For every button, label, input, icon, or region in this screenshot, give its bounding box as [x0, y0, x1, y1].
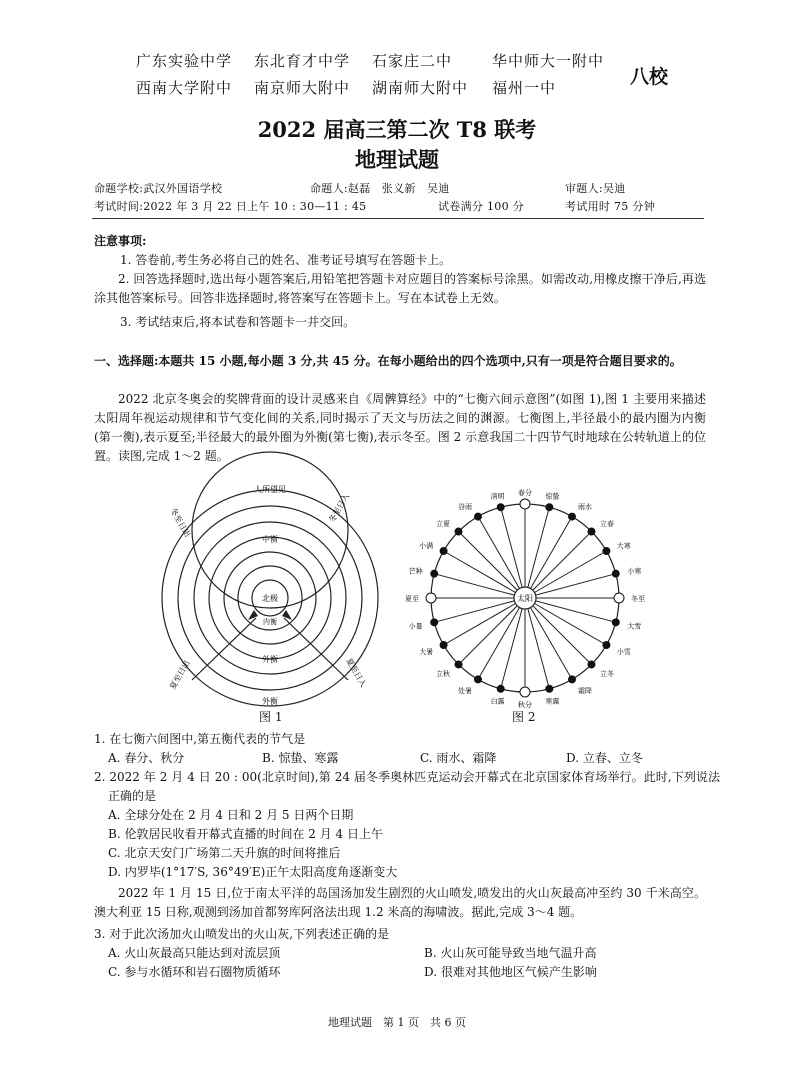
- earth-position-dot: [520, 687, 530, 697]
- solar-term-label: 处暑: [458, 686, 472, 695]
- notice-item: 3. 考试结束后,将本试卷和答题卡一并交回。: [120, 315, 356, 329]
- meta-duration: 考试用时 75 分钟: [565, 200, 655, 213]
- solar-term-label: 冬至: [631, 595, 645, 603]
- orbit-spoke: [525, 532, 591, 598]
- earth-position-dot: [475, 513, 482, 520]
- section-intro: 2022 北京冬奥会的奖牌背面的设计灵感来自《周髀算经》中的“七衡六间示意图”(如图 1),图 1 主要用来描述太阳周年视运动规律和节气变化间的关系,同时揭示了天文与历法之间的渊源。七衡图上,半径最小的最内圈为内衡(第一衡),表示夏至;半径最大的最外圈为外衡(第七衡),表示冬至。图 2 示意我国二十四节气时地球在公转轨道上的位置。读图,完成 1～2 题。: [94, 392, 706, 463]
- school-name: 福州一中: [492, 79, 557, 97]
- section-heading: 一、选择题:本题共 15 小题,每小题 3 分,共 45 分。在每小题给出的四个选项中,只有一项是符合题目要求的。: [94, 354, 682, 368]
- meta-time: 考试时间:2022 年 3 月 22 日上午 10 : 30—11 : 45: [94, 200, 367, 213]
- subject-title: 地理试题: [355, 147, 439, 172]
- answer-option[interactable]: B. 伦敦居民收看开幕式直播的时间在 2 月 4 日上午: [108, 827, 383, 841]
- earth-position-dot: [546, 504, 553, 511]
- question-stem: 2. 2022 年 2 月 4 日 20 : 00(北京时间),第 24 届冬季奥林匹克运动会开幕式在北京国家体育场举行。此时,下列说法正确的是: [94, 770, 720, 803]
- question-stem: 3. 对于此次汤加火山喷发出的火山灰,下列表述正确的是: [94, 927, 390, 941]
- solar-term-label: 芒种: [408, 567, 423, 576]
- orbit-spoke: [478, 598, 525, 679]
- solar-term-label: 大雪: [627, 622, 642, 631]
- earth-position-dot: [497, 504, 504, 511]
- orbit-spoke: [525, 598, 606, 645]
- fig1-label-bl: 夏至日出: [167, 658, 192, 691]
- solar-term-label: 小雪: [616, 648, 631, 656]
- fig1-label-br: 夏至日入: [344, 656, 369, 689]
- figure-1-caption: 图 1: [259, 710, 283, 724]
- earth-position-dot: [614, 593, 624, 603]
- orbit-spoke: [501, 598, 525, 689]
- fig1-label-mid: 中衡: [262, 535, 278, 544]
- figure-1-diagram: [160, 470, 400, 710]
- sun-label: 太阳: [517, 594, 533, 603]
- meta-reviewer: 审题人:吴迪: [565, 182, 626, 195]
- answer-option[interactable]: A. 春分、秋分: [108, 751, 185, 765]
- answer-option[interactable]: A. 全球分处在 2 月 4 日和 2 月 5 日两个日期: [108, 808, 354, 822]
- school-name: 广东实验中学: [136, 52, 233, 70]
- earth-position-dot: [603, 642, 610, 649]
- view-circle: [192, 452, 348, 608]
- solar-term-label: 寒露: [545, 697, 560, 706]
- school-name: 华中师大一附中: [492, 52, 605, 70]
- orbit-spoke: [444, 598, 525, 645]
- earth-position-dot: [520, 499, 530, 509]
- orbit-spoke: [444, 551, 525, 598]
- arrow-head-icon: [248, 610, 258, 620]
- orbit-spoke: [501, 507, 525, 598]
- school-name: 湖南师大附中: [372, 79, 469, 97]
- earth-position-dot: [588, 661, 595, 668]
- solar-term-label: 立夏: [436, 520, 451, 529]
- orbit-spoke: [525, 574, 616, 598]
- meta-school: 命题学校:武汉外国语学校: [94, 182, 223, 195]
- solar-term-label: 白露: [490, 697, 505, 706]
- earth-position-dot: [603, 548, 610, 555]
- notice-heading: 注意事项:: [94, 234, 147, 248]
- answer-option[interactable]: C. 雨水、霜降: [420, 751, 497, 765]
- earth-position-dot: [569, 513, 576, 520]
- earth-position-dot: [455, 661, 462, 668]
- orbit-spoke: [525, 517, 572, 598]
- school-name: 石家庄二中: [372, 52, 453, 70]
- answer-option[interactable]: A. 火山灰最高只能达到对流层顶: [108, 946, 281, 960]
- solar-term-label: 小寒: [627, 567, 642, 576]
- page-title: 2022 届高三第二次 T8 联考: [257, 117, 537, 142]
- earth-position-dot: [431, 619, 438, 626]
- orbit-spoke: [525, 598, 572, 679]
- orbit-spoke: [525, 598, 616, 622]
- orbit-spoke: [525, 598, 549, 689]
- answer-option[interactable]: D. 立春、立冬: [566, 751, 643, 765]
- solar-term-label: 立秋: [436, 669, 451, 678]
- header-divider: [92, 218, 704, 219]
- orbit-spoke: [434, 598, 525, 622]
- solar-term-label: 惊蛰: [545, 492, 560, 501]
- solar-term-label: 小满: [419, 542, 434, 550]
- earth-position-dot: [440, 642, 447, 649]
- answer-option[interactable]: B. 惊蛰、寒露: [262, 751, 339, 765]
- solar-term-label: 夏至: [405, 595, 419, 603]
- fig1-label-top: 人所望见: [254, 485, 286, 494]
- earth-position-dot: [431, 570, 438, 577]
- orbit-spoke: [525, 551, 606, 598]
- notice-item: 1. 答卷前,考生务必将自己的姓名、准考证号填写在答题卡上。: [120, 253, 452, 267]
- answer-option[interactable]: C. 北京天安门广场第二天升旗的时间将推后: [108, 846, 341, 860]
- solar-term-label: 立冬: [599, 669, 614, 678]
- solar-term-label: 清明: [490, 492, 505, 501]
- solar-term-label: 谷雨: [458, 503, 472, 512]
- orbit-spoke: [459, 532, 525, 598]
- passage-volcano: 2022 年 1 月 15 日,位于南太平洋的岛国汤加发生剧烈的火山喷发,喷发出的火山灰最高冲至约 30 千米高空。澳大利亚 15 日称,观测到汤加首都努库阿洛法出现 1.2 米高的海啸波。据此,完成 3～4 题。: [94, 886, 706, 919]
- fig1-label-tl: 冬至日出: [168, 506, 193, 539]
- orbit-spoke: [525, 507, 549, 598]
- school-name: 南京师大附中: [254, 79, 351, 97]
- figure-2-diagram: [405, 488, 645, 709]
- fig1-label-center: 北极: [262, 594, 278, 603]
- earth-position-dot: [455, 528, 462, 535]
- answer-option[interactable]: D. 内罗毕(1°17′S, 36°49′E)正午太阳高度角逐渐变大: [108, 865, 398, 879]
- solar-term-label: 霜降: [578, 686, 592, 695]
- solar-term-label: 秋分: [518, 701, 532, 709]
- solar-term-label: 雨水: [578, 503, 592, 512]
- arrow-head-icon: [282, 610, 292, 620]
- figure-2-caption: 图 2: [512, 710, 536, 724]
- earth-position-dot: [497, 685, 504, 692]
- earth-position-dot: [588, 528, 595, 535]
- earth-position-dot: [612, 570, 619, 577]
- group-label: 八校: [630, 66, 669, 88]
- earth-position-dot: [612, 619, 619, 626]
- page-footer: 地理试题 第 1 页 共 6 页: [328, 1016, 466, 1029]
- solar-term-label: 立春: [599, 520, 614, 529]
- solar-term-label: 小暑: [408, 622, 423, 631]
- meta-score: 试卷满分 100 分: [438, 200, 524, 213]
- solar-term-label: 大暑: [419, 648, 434, 656]
- school-name: 西南大学附中: [136, 79, 233, 97]
- earth-position-dot: [546, 685, 553, 692]
- answer-option[interactable]: C. 参与水循环和岩石圈物质循环: [108, 965, 281, 979]
- earth-position-dot: [426, 593, 436, 603]
- question-stem: 1. 在七衡六间图中,第五衡代表的节气是: [94, 732, 306, 746]
- fig1-label-lower: 外衡: [262, 655, 278, 664]
- meta-authors: 命题人:赵磊 张义新 吴迪: [310, 182, 450, 195]
- orbit-spoke: [434, 574, 525, 598]
- fig1-label-tr: 冬至日入: [327, 491, 352, 525]
- solar-term-label: 大寒: [616, 542, 631, 550]
- school-name: 东北育才中学: [254, 52, 351, 70]
- orbit-spoke: [525, 598, 591, 664]
- answer-option[interactable]: B. 火山灰可能导致当地气温升高: [424, 946, 597, 960]
- orbit-spoke: [478, 517, 525, 598]
- solar-term-label: 春分: [518, 489, 532, 497]
- fig1-label-inner: 内衡: [263, 618, 277, 626]
- earth-position-dot: [569, 676, 576, 683]
- earth-position-dot: [440, 548, 447, 555]
- fig1-label-bottom: 外衡: [262, 697, 278, 706]
- earth-position-dot: [475, 676, 482, 683]
- answer-option[interactable]: D. 很难对其他地区气候产生影响: [424, 965, 597, 979]
- notice-item: 2. 回答选择题时,选出每小题答案后,用铅笔把答题卡对应题目的答案标号涂黑。如需改动,用橡皮擦干净后,再选涂其他答案标号。回答非选择题时,将答案写在答题卡上。写在本试卷上无效。: [94, 272, 706, 305]
- orbit-spoke: [459, 598, 525, 664]
